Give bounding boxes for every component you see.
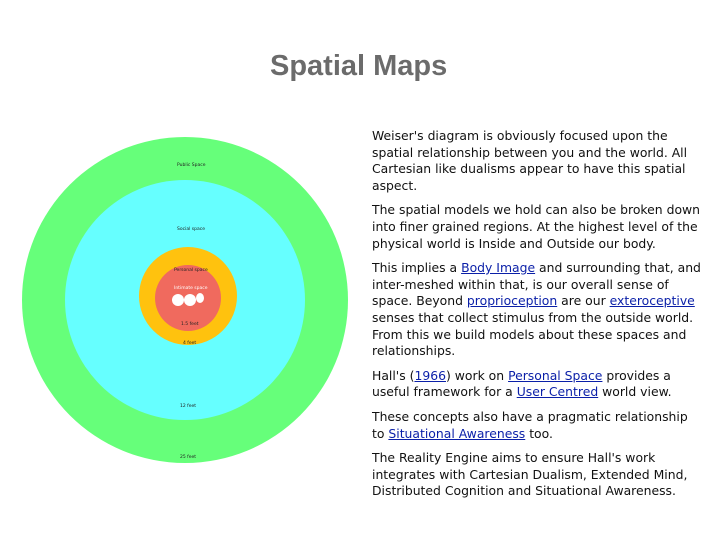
label-4-feet: 4 feet [183, 341, 197, 346]
label-public-space: Public Space [177, 163, 206, 168]
paragraph-6: The Reality Engine aims to ensure Hall's work integrates with Cartesian Dualism, Extended Mind, Distributed Cognition and Situational Awareness. [372, 450, 688, 499]
exteroceptive-link[interactable]: exteroceptive [609, 293, 695, 309]
p5-text-2: too. [525, 425, 553, 441]
1966-link[interactable]: 1966 [414, 367, 446, 383]
p4-text-1: Hall's ( [372, 367, 415, 383]
label-personal-space: Personal space [174, 268, 208, 273]
label-12-feet: 12 feet [180, 404, 197, 409]
label-intimate-space: Intimate space [174, 286, 208, 291]
paragraph-4 [372, 368, 702, 401]
user-centred-link[interactable]: User Centred [516, 384, 599, 400]
situational-awareness-link[interactable]: Situational Awareness [388, 425, 526, 441]
p3-text-4: senses that collect stimulus from the outside world. From this we build models about these spaces and relationships. [372, 309, 694, 359]
p4-text-4: world view. [598, 384, 672, 400]
p3-text-2: and surrounding that, and inter-meshed within that, is our overall sense of space. Beyond [372, 260, 701, 309]
body-image-link[interactable]: Body Image [461, 260, 536, 276]
proprioception-link[interactable]: proprioception [466, 293, 558, 309]
label-1-5-feet: 1.5 feet [181, 322, 199, 327]
label-25-feet: 25 feet [180, 455, 197, 460]
p5-text-1: These concepts also have a pragmatic relationship to [372, 408, 688, 441]
p4-text-3: provides a useful framework for a [372, 367, 671, 400]
paragraph-3 [372, 260, 702, 360]
personal-space-link[interactable]: Personal Space [508, 367, 603, 383]
p4-text-2: ) work on [445, 367, 509, 383]
slide-title: Spatial Maps [270, 50, 448, 82]
slide-body [372, 128, 702, 508]
p3-text-3: are our [557, 293, 610, 309]
paragraph-2: The spatial models we hold can also be broken down into finer grained regions. At the highest level of the physical world is Inside and Outside our body. [372, 202, 701, 251]
label-social-space: Social space [177, 227, 205, 232]
paragraph-1: Weiser's diagram is obviously focused upon the spatial relationship between you and the world. All Cartesian like dualisms appear to have this spatial aspect. [372, 128, 688, 193]
paragraph-5 [372, 409, 702, 442]
p3-text-1: This implies a [372, 260, 462, 276]
